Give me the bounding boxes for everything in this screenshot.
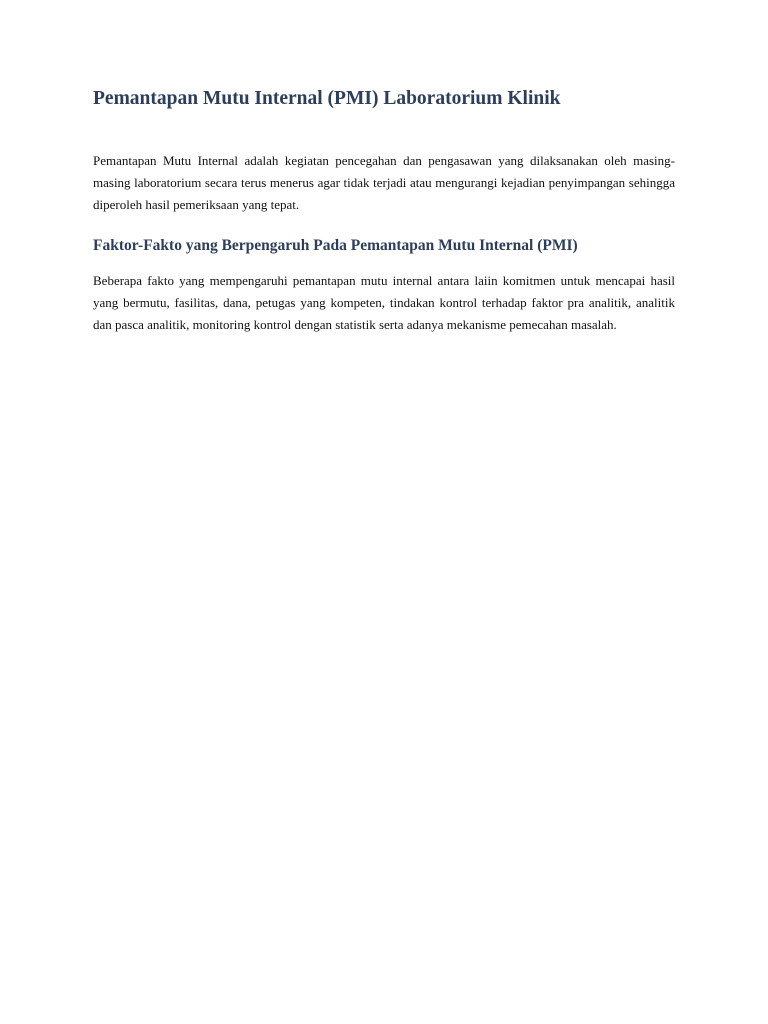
page-title: Pemantapan Mutu Internal (PMI) Laboratorium Klinik <box>93 88 561 109</box>
section-heading: Faktor-Fakto yang Berpengaruh Pada Pemantapan Mutu Internal (PMI) <box>93 237 578 254</box>
intro-paragraph: Pemantapan Mutu Internal adalah kegiatan pencegahan dan pengasawan yang dilaksanakan oleh masing-masing laboratorium secara terus menerus agar tidak terjadi atau mengurangi kejadian penyimpangan sehingga diperoleh hasil pemeriksaan yang tepat. <box>93 153 675 212</box>
section-paragraph: Beberapa fakto yang mempengaruhi pemantapan mutu internal antara laiin komitmen untuk mencapai hasil yang bermutu, fasilitas, dana, petugas yang kompeten, tindakan kontrol terhadap faktor pra analitik, analitik dan pasca analitik, monitoring kontrol dengan statistik serta adanya mekanisme pemecahan masalah. <box>93 273 675 332</box>
document-page <box>93 84 675 336</box>
